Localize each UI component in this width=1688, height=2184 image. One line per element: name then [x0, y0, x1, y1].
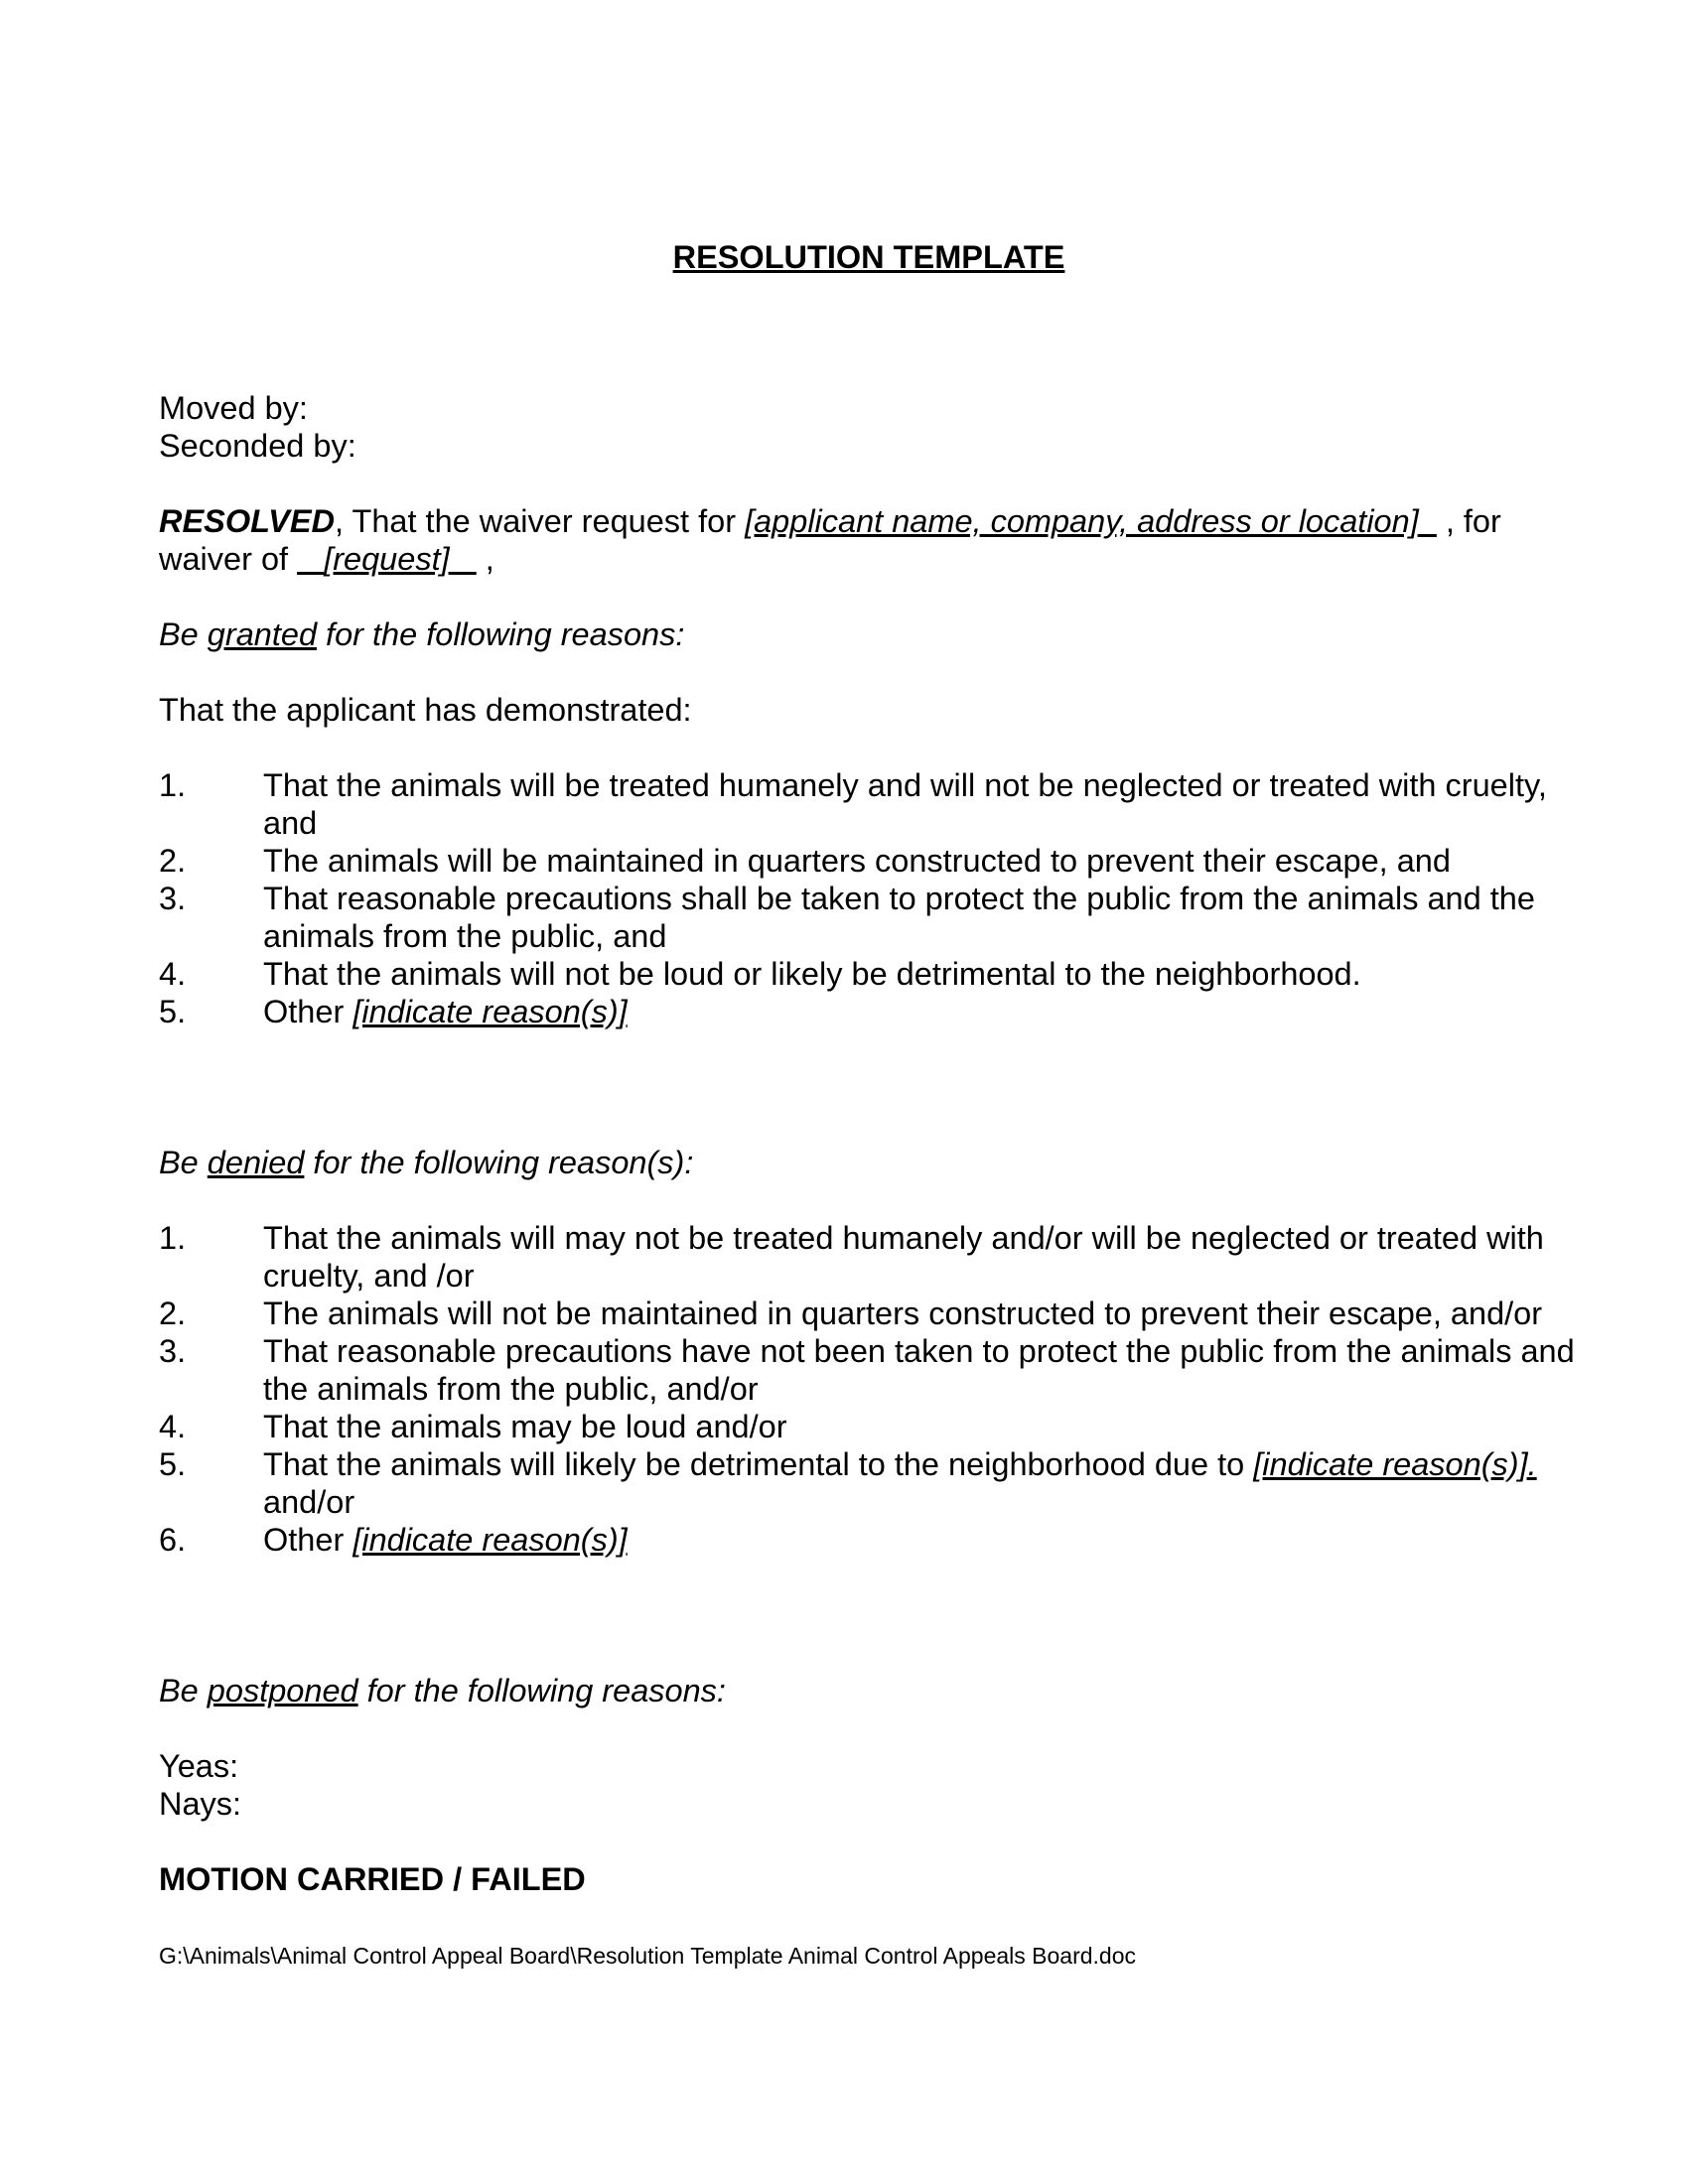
- motion-carried-failed-line: MOTION CARRIED / FAILED: [159, 1861, 586, 1897]
- heading-text-segment: for the following reasons:: [357, 1673, 726, 1708]
- indicate-reasons-placeholder: [indicate reason(s)]: [352, 1522, 628, 1558]
- resolved-text-segment: , for waiver of: [159, 503, 1501, 577]
- postponed-heading: [159, 1672, 1579, 1709]
- yeas-line: Yeas:: [159, 1748, 239, 1784]
- resolved-clause: [159, 502, 1579, 578]
- item-text-segment: That reasonable precautions have not been taken to protect the public from the animals and the animals from the public, and/or: [263, 1333, 1575, 1407]
- item-text-segment: Other: [263, 1522, 353, 1558]
- item-number: 3.: [159, 881, 187, 916]
- list-item: [159, 955, 1579, 993]
- heading-text-segment: for the following reason(s):: [304, 1145, 694, 1180]
- indicate-reasons-placeholder: [indicate reason(s)]: [352, 994, 628, 1029]
- list-item: [159, 1332, 1579, 1408]
- item-text-segment: That the animals will may not be treated humanely and/or will be neglected or treated with cruelty, and /or: [263, 1220, 1544, 1294]
- item-text: [263, 842, 1579, 880]
- underline-pad: [297, 541, 324, 577]
- list-item: [159, 1295, 1579, 1332]
- underline-pad: [450, 541, 477, 577]
- list-item: [159, 1445, 1579, 1521]
- item-text: [263, 1445, 1579, 1521]
- file-path-footer: G:\Animals\Animal Control Appeal Board\Resolution Template Animal Control Appeals Board.doc: [159, 1943, 1137, 1969]
- item-number: 2.: [159, 843, 187, 879]
- item-number: 4.: [159, 1409, 187, 1444]
- item-text-segment: and/or: [263, 1484, 355, 1520]
- item-number: 4.: [159, 956, 187, 992]
- list-item: [159, 1408, 1579, 1445]
- item-text: [263, 1332, 1579, 1408]
- list-item: [159, 1219, 1579, 1295]
- list-item: [159, 842, 1579, 880]
- granted-heading: [159, 615, 1579, 653]
- item-number: 1.: [159, 1220, 187, 1256]
- item-text: [263, 993, 1579, 1030]
- item-text-segment: That the animals will likely be detrimental to the neighborhood due to: [263, 1446, 1254, 1482]
- request-placeholder: [request]: [324, 541, 450, 577]
- item-number: 1.: [159, 767, 187, 803]
- postponed-keyword: postponed: [207, 1673, 358, 1708]
- item-text: [263, 1219, 1579, 1295]
- heading-text-segment: for the following reasons:: [317, 616, 685, 652]
- resolved-keyword: RESOLVED: [159, 503, 335, 539]
- item-text-segment: The animals will be maintained in quarters constructed to prevent their escape, and: [263, 843, 1451, 879]
- denied-list: [159, 1219, 1579, 1559]
- seconded-by-line: Seconded by:: [159, 428, 356, 464]
- heading-text-segment: Be: [159, 1673, 208, 1708]
- resolved-text-segment: , That the waiver request for: [335, 503, 746, 539]
- granted-list: [159, 766, 1579, 1030]
- item-text: [263, 766, 1579, 842]
- item-text-segment: The animals will not be maintained in quarters constructed to prevent their escape, and/or: [263, 1296, 1543, 1331]
- item-text-segment: Other: [263, 994, 353, 1029]
- list-item: [159, 880, 1579, 955]
- item-text-segment: That reasonable precautions shall be taken to protect the public from the animals and the animals from the public, and: [263, 881, 1535, 954]
- item-text-segment: That the animals will not be loud or likely be detrimental to the neighborhood.: [263, 956, 1361, 992]
- list-item: [159, 766, 1579, 842]
- applicant-placeholder: [applicant name, company, address or location]: [745, 503, 1419, 539]
- moved-by-line: Moved by:: [159, 390, 308, 426]
- item-text: [263, 880, 1579, 955]
- item-number: 2.: [159, 1296, 187, 1331]
- item-text: [263, 1295, 1579, 1332]
- nays-line: Nays:: [159, 1786, 242, 1822]
- heading-text-segment: Be: [159, 1145, 208, 1180]
- list-item: [159, 993, 1579, 1030]
- indicate-reasons-placeholder: [indicate reason(s)].: [1253, 1446, 1537, 1482]
- item-text: [263, 1408, 1579, 1445]
- resolved-text-segment: ,: [476, 541, 494, 577]
- list-item: [159, 1521, 1579, 1559]
- item-text-segment: That the animals will be treated humanely and will not be neglected or treated with cruelty, and: [263, 767, 1547, 841]
- heading-text-segment: Be: [159, 616, 208, 652]
- item-text-segment: That the animals may be loud and/or: [263, 1409, 787, 1444]
- item-number: 5.: [159, 994, 187, 1029]
- item-number: 6.: [159, 1522, 187, 1558]
- item-number: 3.: [159, 1333, 187, 1369]
- item-number: 5.: [159, 1446, 187, 1482]
- item-text: [263, 1521, 1579, 1559]
- granted-keyword: granted: [207, 616, 318, 652]
- document-title: RESOLUTION TEMPLATE: [672, 239, 1065, 275]
- underline-pad: [1419, 503, 1437, 539]
- demonstrated-line: That the applicant has demonstrated:: [159, 692, 692, 728]
- denied-heading: [159, 1144, 1579, 1181]
- denied-keyword: denied: [207, 1145, 305, 1180]
- item-text: [263, 955, 1579, 993]
